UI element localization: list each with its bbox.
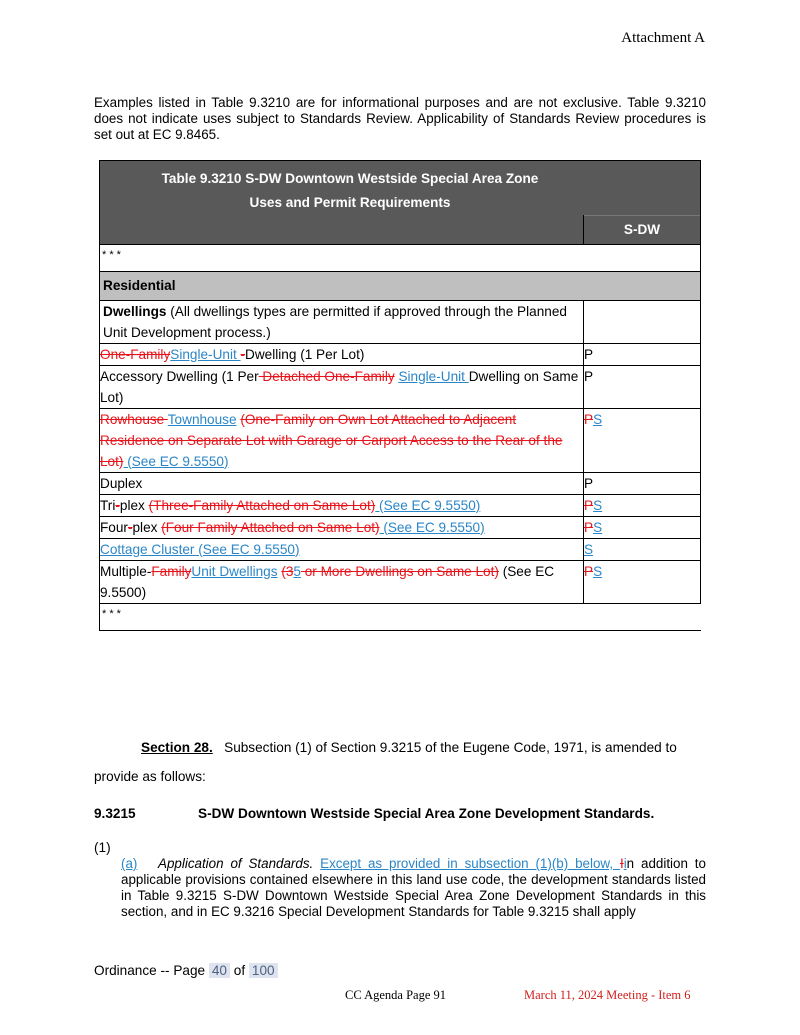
permit-cottage-cluster: S — [584, 538, 701, 560]
row-fourplex: Four-plex (Four Family Attached on Same Lot) (See EC 9.5550) — [100, 516, 584, 538]
meeting-label: March 11, 2024 Meeting - Item 6 — [524, 988, 691, 1002]
page-number: 40 — [209, 963, 230, 978]
page-total: 100 — [249, 963, 278, 978]
permit-duplex: P — [584, 472, 701, 494]
section-28-label: Section 28. — [141, 740, 213, 755]
table-stars-top: * * * — [102, 248, 121, 261]
permit-single-unit: P — [584, 343, 701, 365]
row-multiple-unit: Multiple-FamilyUnit Dwellings (35 or More Dwellings on Same Lot) (See EC 9.5500) — [100, 560, 584, 603]
permit-townhouse: PS — [584, 408, 701, 472]
section-title: S-DW Downtown Westside Special Area Zone Development Standards. — [198, 806, 655, 821]
uses-table — [99, 160, 701, 631]
section-number: 9.3215 — [94, 806, 136, 821]
permit-fourplex: PS — [584, 516, 701, 538]
table-title-line1: Table 9.3210 S-DW Downtown Westside Special Area Zone — [161, 171, 539, 186]
agenda-page-label: CC Agenda Page 91 — [345, 988, 447, 1002]
section-28-paragraph: Section 28. Subsection (1) of Section 9.3215 of the Eugene Code, 1971, is amended to provide as follows: — [94, 740, 677, 784]
footer-page-info: Ordinance -- Page 40 of 100 — [94, 963, 278, 978]
table-stars-bottom: * * * — [102, 607, 121, 620]
row-triplex: Tri-plex (Three-Family Attached on Same Lot) (See EC 9.5550) — [100, 494, 584, 516]
dwellings-row: Dwellings (All dwellings types are permitted if approved through the Planned Unit Development process.) — [100, 300, 584, 343]
section-heading — [94, 806, 654, 821]
subsection-1-label: (1) — [94, 840, 111, 855]
row-cottage-cluster: Cottage Cluster (See EC 9.5550) — [100, 538, 584, 560]
column-header-sdw: S-DW — [584, 216, 701, 245]
permit-multiple-unit: PS — [584, 560, 701, 603]
row-single-unit-dwelling: One-FamilySingle-Unit -Dwelling (1 Per Lot) — [100, 343, 584, 365]
attachment-label: Attachment A — [621, 30, 705, 46]
permit-accessory: P — [584, 365, 701, 408]
paragraph-a: (a) Application of Standards. Except as provided in subsection (1)(b) below, Iin addition to applicable provisions contained elsewhere in this land use code, the development standards listed in Table 9.3215 S-DW Downtown Westside Special Area Zone Development Standards in this section, and in EC 9.3216 Special Development Standards for Table 9.3215 shall apply — [121, 856, 706, 919]
row-duplex: Duplex — [100, 472, 584, 494]
residential-section-header: Residential — [103, 278, 176, 293]
row-townhouse: Rowhouse Townhouse (One-Family on Own Lot Attached to Adjacent Residence on Separate Lot with Garage or Carport Access to the Rear of the Lot) (See EC 9.5550) — [100, 408, 584, 472]
permit-triplex: PS — [584, 494, 701, 516]
intro-paragraph: Examples listed in Table 9.3210 are for informational purposes and are not exclusive. Table 9.3210 does not indicate uses subject to Standards Review. Applicability of Standards Review procedures is set out at EC 9.8465. — [94, 95, 706, 142]
table-title-line2: Uses and Permit Requirements — [249, 195, 451, 210]
row-accessory-dwelling: Accessory Dwelling (1 Per Detached One-Family Single-Unit Dwelling on Same Lot) — [100, 365, 584, 408]
